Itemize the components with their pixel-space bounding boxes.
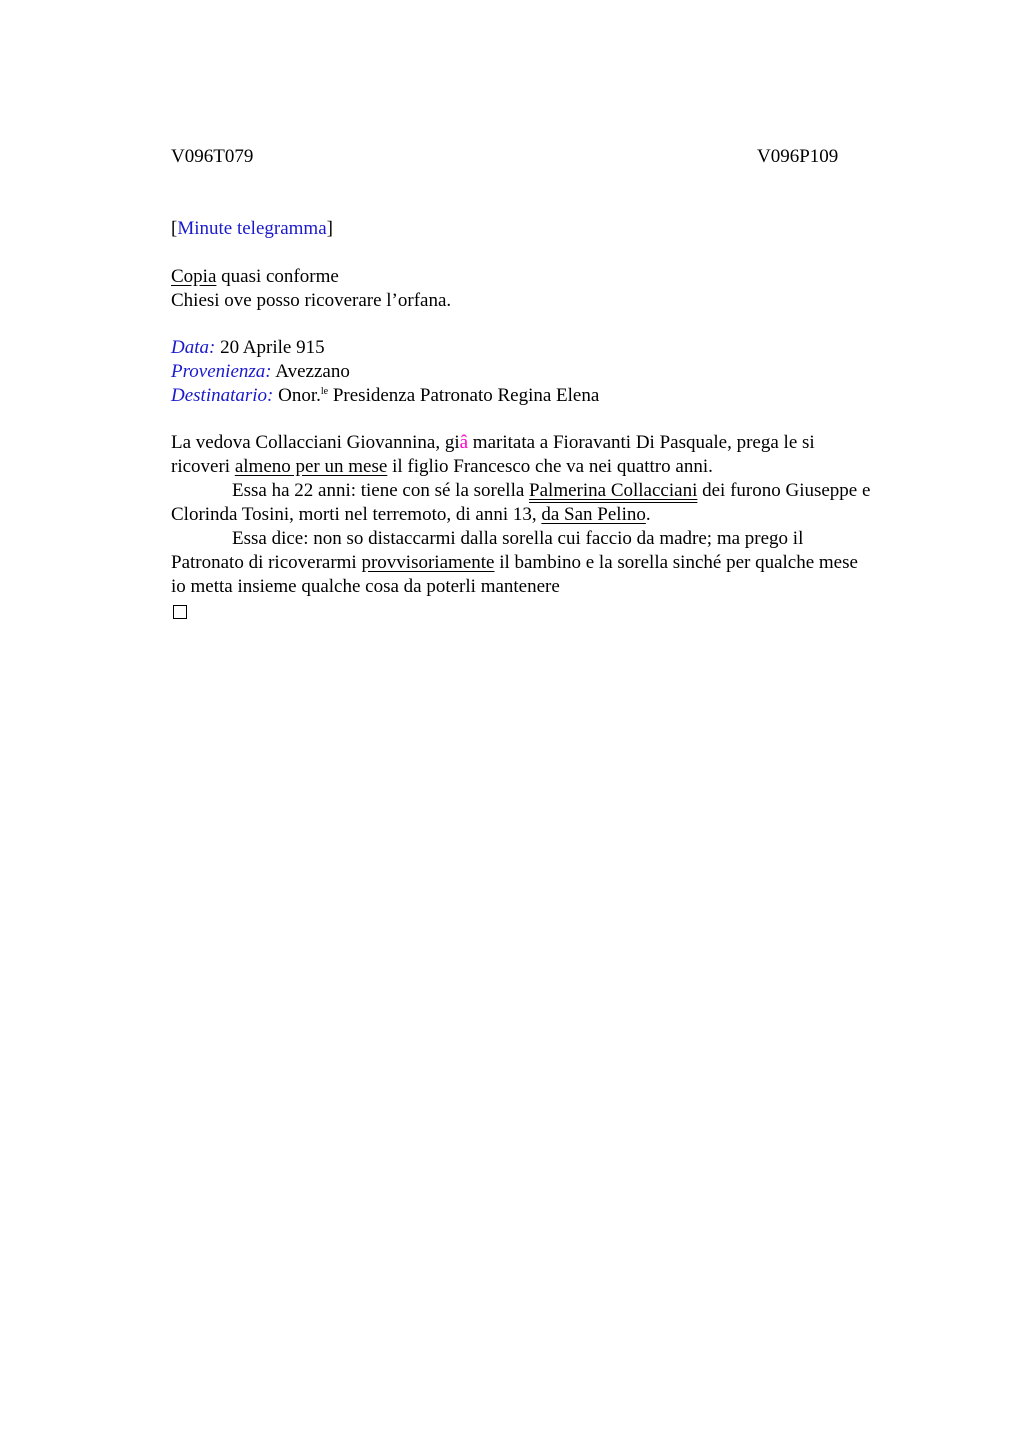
body-text: Essa ha 22 anni: tiene con sé la sorella	[232, 480, 530, 501]
body-line	[171, 551, 931, 575]
document-page	[171, 145, 931, 597]
title-close-bracket: ]	[326, 218, 333, 239]
document-title	[171, 217, 931, 241]
title-open-bracket: [	[171, 218, 178, 239]
document-code-left: V096T079	[171, 146, 254, 167]
body-line	[171, 479, 931, 503]
provenienza-value: Avezzano	[271, 361, 350, 382]
body-line	[171, 503, 931, 527]
body-text: Clorinda Tosini, morti nel terremoto, di anni 13,	[171, 504, 542, 525]
meta-provenienza-row	[171, 360, 931, 384]
body-text: ricoveri	[171, 456, 235, 477]
end-marker-box	[173, 605, 187, 619]
accent-char: â	[459, 432, 469, 453]
copy-label: Copia	[171, 266, 217, 287]
body-text: il figlio Francesco che va nei quattro anni.	[387, 456, 713, 477]
body-text: dei furono Giuseppe e	[697, 480, 871, 501]
body-line: Essa dice: non so distaccarmi dalla sorella cui faccio da madre; ma prego il	[232, 528, 804, 549]
body-line	[171, 455, 931, 479]
copy-rest: quasi conforme	[216, 266, 339, 287]
destinatario-superscript: le	[320, 386, 329, 397]
destinatario-onor: Onor.	[273, 385, 321, 406]
document-header	[171, 145, 931, 169]
telegram-body	[171, 431, 931, 626]
destinatario-rest: Presidenza Patronato Regina Elena	[328, 385, 600, 406]
provenienza-label: Provenienza:	[171, 361, 272, 382]
meta-destinatario-row	[171, 384, 931, 408]
body-text: il bambino e la sorella sinché per qualche mese	[494, 552, 858, 573]
intro-line-2: Chiesi ove posso ricoverare l’orfana.	[171, 290, 452, 311]
body-text: Patronato di ricoverarmi	[171, 552, 362, 573]
body-line	[171, 431, 931, 455]
underlined-phrase: da San Pelino	[541, 504, 646, 525]
metadata-block	[171, 336, 931, 408]
intro-block	[171, 265, 931, 313]
underlined-phrase: almeno per un mese	[234, 456, 388, 477]
page-code-right: V096P109	[757, 146, 839, 167]
meta-data-row	[171, 336, 931, 360]
underlined-phrase: provvisoriamente	[361, 552, 495, 573]
data-value: 20 Aprile 915	[215, 337, 325, 358]
body-text: .	[645, 504, 651, 525]
data-label: Data:	[171, 337, 216, 358]
double-underlined-name: Palmerina Collacciani	[529, 480, 698, 501]
body-text: maritata a Fioravanti Di Pasquale, prega le si	[468, 432, 815, 453]
body-text: La vedova Collacciani Giovannina, gi	[171, 432, 460, 453]
destinatario-label: Destinatario:	[171, 385, 274, 406]
copy-line	[171, 265, 931, 289]
title-text: Minute telegramma	[177, 218, 327, 239]
body-line: io metta insieme qualche cosa da poterli mantenere	[171, 576, 560, 597]
